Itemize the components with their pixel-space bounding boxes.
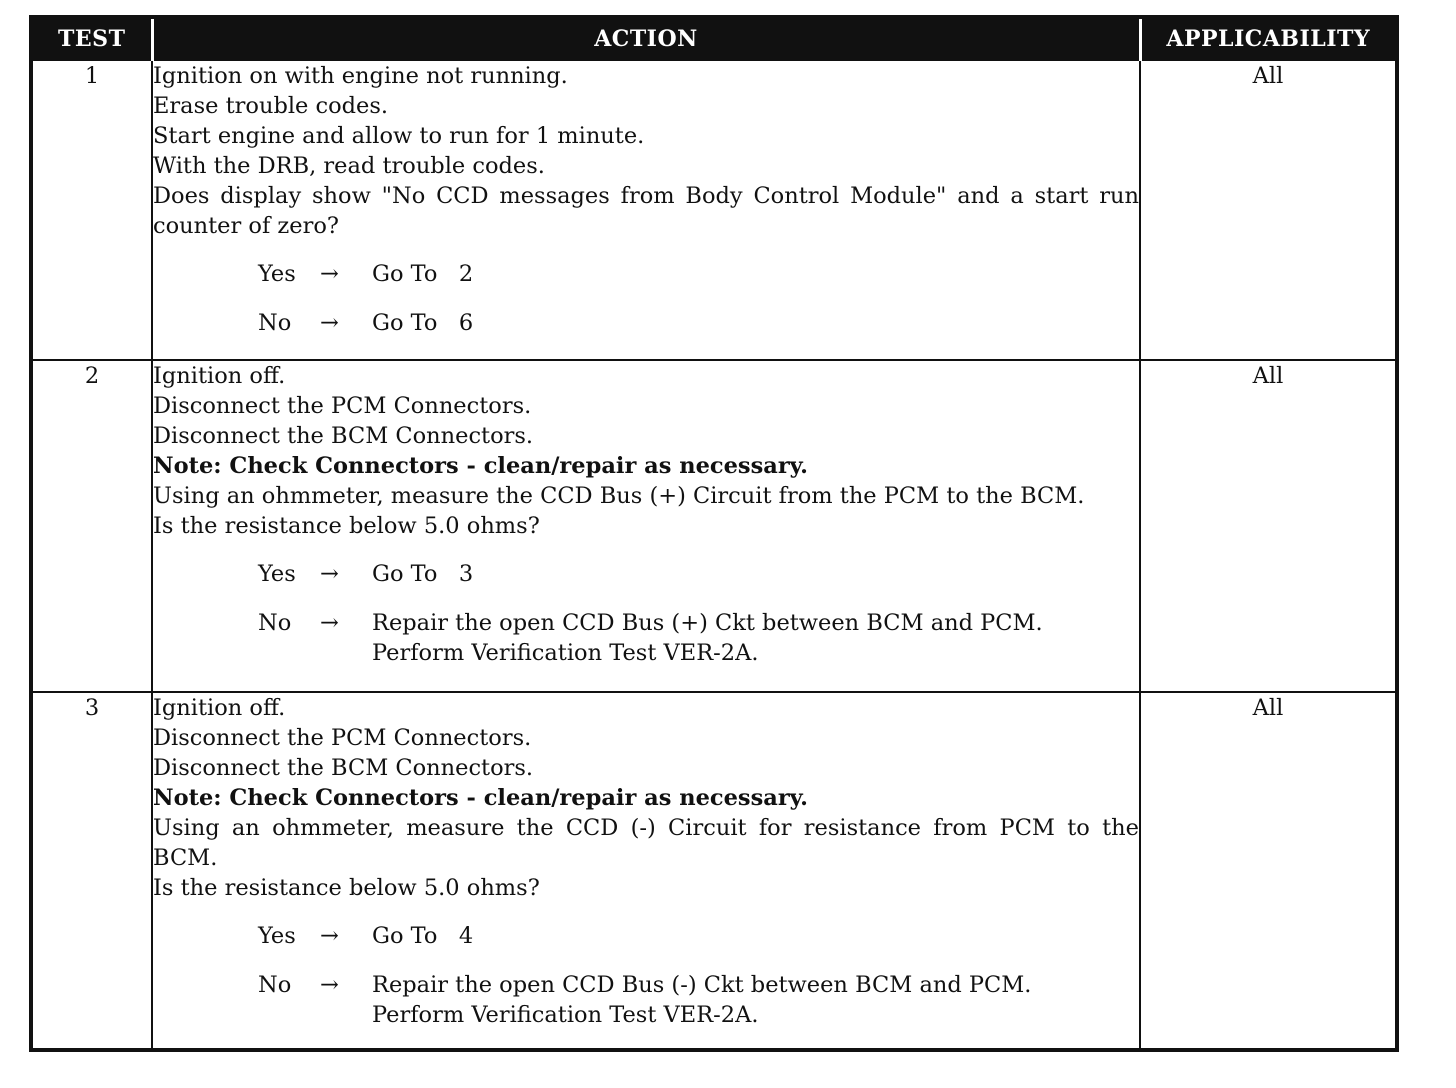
result-line: Go To 2: [372, 261, 474, 287]
result-line: Go To 3: [372, 561, 474, 587]
table-row: [31, 60, 1397, 360]
action-step: Disconnect the PCM Connectors.: [153, 393, 532, 419]
action-cell: [152, 692, 1140, 1050]
header-action: ACTION: [152, 17, 1140, 60]
header-row: [31, 17, 1397, 60]
no-branch: [258, 608, 1139, 668]
test-number: 3: [31, 692, 152, 1050]
yes-branch: [258, 259, 1139, 289]
action-step: Disconnect the BCM Connectors.: [153, 755, 534, 781]
table-row: [31, 360, 1397, 692]
test-number: 1: [31, 60, 152, 360]
yes-branch: [258, 921, 1139, 951]
no-branch: [258, 308, 1139, 338]
no-label: No: [258, 310, 292, 336]
no-result: [372, 608, 1139, 668]
yes-result: [372, 559, 1139, 589]
action-step: Disconnect the BCM Connectors.: [153, 423, 534, 449]
action-note: Note: Check Connectors - clean/repair as necessary.: [153, 453, 808, 479]
action-step: Does display show "No CCD messages from Body Control Module" and a start run counter of zero?: [153, 183, 1139, 239]
branch-list: [153, 559, 1139, 668]
action-step: Is the resistance below 5.0 ohms?: [153, 875, 540, 901]
table-row: [31, 692, 1397, 1050]
yes-branch: [258, 559, 1139, 589]
action-step: Ignition off.: [153, 363, 286, 389]
no-result: [372, 308, 1139, 338]
action-step: Using an ohmmeter, measure the CCD Bus (+) Circuit from the PCM to the BCM.: [153, 483, 1085, 509]
action-step: Using an ohmmeter, measure the CCD (-) Circuit for resistance from PCM to the BCM.: [153, 815, 1139, 871]
no-branch: [258, 970, 1139, 1030]
header-applicability: APPLICABILITY: [1140, 17, 1397, 60]
result-line: Repair the open CCD Bus (+) Ckt between BCM and PCM.: [372, 610, 1043, 636]
arrow-icon: →: [320, 261, 339, 287]
result-line: Go To 4: [372, 923, 474, 949]
result-line: Repair the open CCD Bus (-) Ckt between BCM and PCM.: [372, 972, 1032, 998]
no-label: No: [258, 610, 292, 636]
test-number: 2: [31, 360, 152, 692]
result-line: Perform Verification Test VER-2A.: [372, 1002, 759, 1028]
arrow-icon: →: [320, 972, 339, 998]
action-step: Is the resistance below 5.0 ohms?: [153, 513, 540, 539]
yes-label: Yes: [258, 923, 296, 949]
action-step: Ignition off.: [153, 695, 286, 721]
yes-label: Yes: [258, 261, 296, 287]
action-step: Start engine and allow to run for 1 minute.: [153, 123, 645, 149]
diagnostic-test-table: [29, 15, 1399, 1052]
header-test: TEST: [31, 17, 152, 60]
arrow-icon: →: [320, 923, 339, 949]
applicability-value: All: [1140, 60, 1397, 360]
yes-result: [372, 921, 1139, 951]
no-result: [372, 970, 1139, 1030]
action-step: With the DRB, read trouble codes.: [153, 153, 545, 179]
arrow-icon: →: [320, 561, 339, 587]
result-line: Go To 6: [372, 310, 474, 336]
no-label: No: [258, 972, 292, 998]
arrow-icon: →: [320, 610, 339, 636]
applicability-value: All: [1140, 692, 1397, 1050]
arrow-icon: →: [320, 310, 339, 336]
applicability-value: All: [1140, 360, 1397, 692]
action-note: Note: Check Connectors - clean/repair as necessary.: [153, 785, 808, 811]
yes-result: [372, 259, 1139, 289]
action-cell: [152, 360, 1140, 692]
branch-list: [153, 259, 1139, 338]
branch-list: [153, 921, 1139, 1030]
yes-label: Yes: [258, 561, 296, 587]
action-step: Disconnect the PCM Connectors.: [153, 725, 532, 751]
result-line: Perform Verification Test VER-2A.: [372, 640, 759, 666]
action-cell: [152, 60, 1140, 360]
action-step: Ignition on with engine not running.: [153, 63, 568, 89]
action-step: Erase trouble codes.: [153, 93, 389, 119]
